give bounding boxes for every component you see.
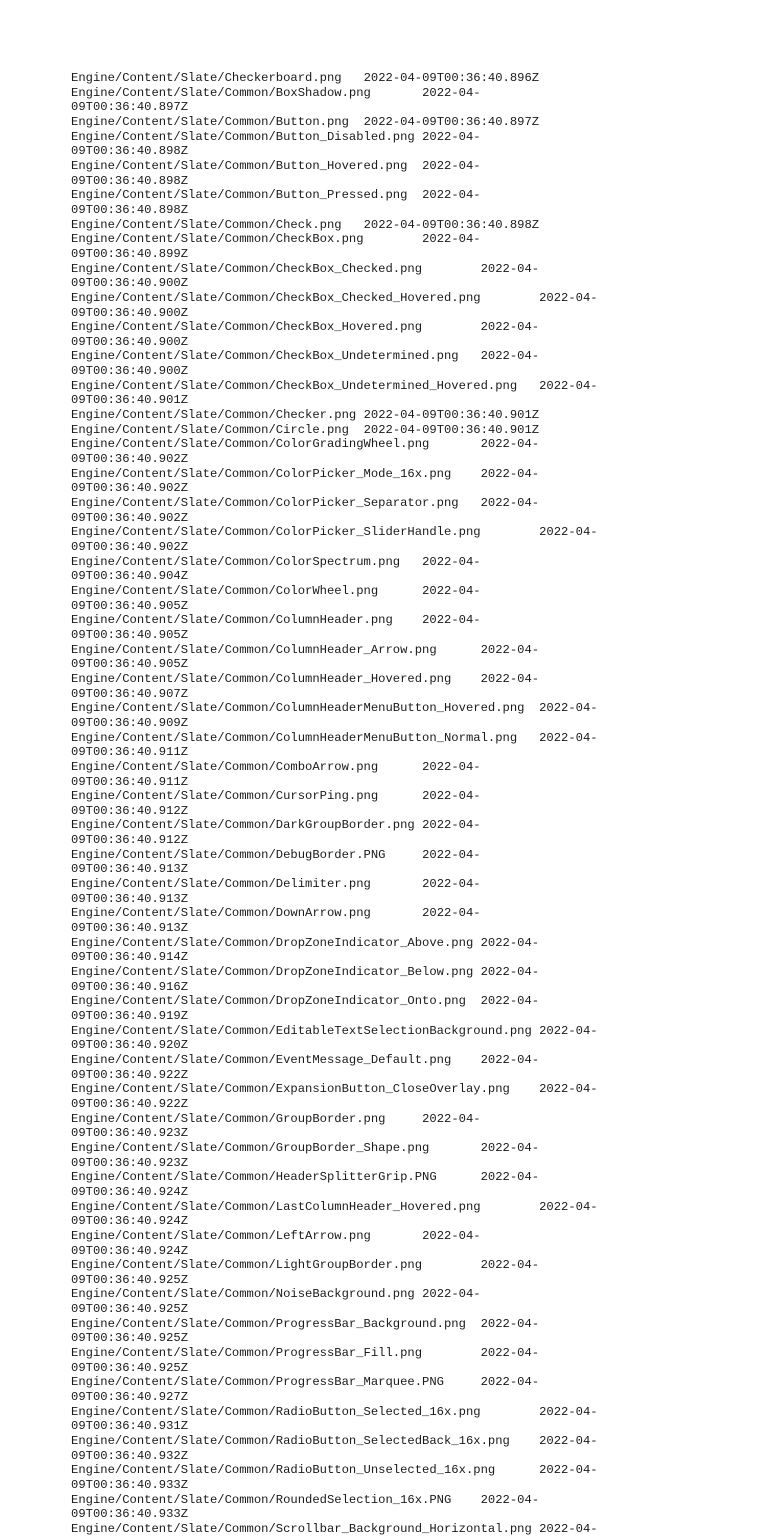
column-gap bbox=[342, 71, 364, 85]
timestamp: 2022-04- bbox=[539, 1521, 598, 1536]
list-item bbox=[71, 1317, 721, 1346]
file-path: Engine/Content/Slate/Common/DropZoneIndicator_Below.png bbox=[71, 965, 474, 980]
list-item bbox=[71, 555, 721, 584]
file-path: Engine/Content/Slate/Common/NoiseBackground.png bbox=[71, 1287, 415, 1302]
column-gap bbox=[400, 555, 422, 569]
file-path: Engine/Content/Slate/Common/DropZoneIndicator_Above.png bbox=[71, 935, 474, 950]
timestamp: 2022-04- 09T00:36:40.925Z bbox=[71, 1346, 540, 1375]
column-gap bbox=[517, 379, 539, 393]
column-gap bbox=[371, 86, 422, 100]
file-path: Engine/Content/Slate/Common/Button.png bbox=[71, 114, 349, 129]
column-gap bbox=[386, 1112, 423, 1126]
timestamp: 2022-04- 09T00:36:40.902Z bbox=[71, 466, 540, 496]
timestamp: 2022-04- 09T00:36:40.905Z bbox=[71, 613, 481, 642]
column-gap bbox=[342, 218, 364, 232]
timestamp: 2022-04- 09T00:36:40.924Z bbox=[71, 1170, 540, 1199]
column-gap bbox=[495, 1463, 539, 1477]
list-item bbox=[71, 1170, 721, 1199]
file-path: Engine/Content/Slate/Common/RadioButton_Unselected_16x.png bbox=[71, 1463, 496, 1478]
list-item bbox=[71, 965, 721, 994]
column-gap bbox=[386, 848, 423, 862]
list-item bbox=[71, 291, 721, 320]
file-path: Engine/Content/Slate/Common/DropZoneIndicator_Onto.png bbox=[71, 994, 466, 1009]
file-path: Engine/Content/Slate/Common/RadioButton_Selected_16x.png bbox=[71, 1404, 481, 1419]
timestamp: 2022-04- 09T00:36:40.919Z bbox=[71, 994, 540, 1023]
list-item bbox=[71, 1522, 721, 1537]
file-path: Engine/Content/Slate/Common/DownArrow.png bbox=[71, 906, 371, 921]
list-item bbox=[71, 789, 721, 818]
column-gap bbox=[481, 1405, 540, 1419]
timestamp: 2022-04- 09T00:36:40.932Z bbox=[71, 1434, 598, 1463]
column-gap bbox=[429, 1141, 480, 1155]
timestamp: 2022-04- 09T00:36:40.902Z bbox=[71, 437, 540, 467]
column-gap bbox=[415, 130, 422, 144]
timestamp: 2022-04- 09T00:36:40.922Z bbox=[71, 1052, 540, 1082]
list-item bbox=[71, 584, 721, 613]
timestamp: 2022-04- 09T00:36:40.933Z bbox=[71, 1492, 540, 1522]
timestamp: 2022-04- 09T00:36:40.901Z bbox=[71, 378, 598, 408]
file-path: Engine/Content/Slate/Common/ColorPicker_SliderHandle.png bbox=[71, 525, 481, 540]
file-path: Engine/Content/Slate/Common/CheckBox_Hovered.png bbox=[71, 320, 423, 335]
list-item bbox=[71, 86, 721, 115]
timestamp: 2022-04- 09T00:36:40.913Z bbox=[71, 877, 481, 906]
file-path: Engine/Content/Slate/Checkerboard.png bbox=[71, 71, 342, 85]
file-listing bbox=[71, 71, 721, 1537]
list-item bbox=[71, 848, 721, 877]
list-item bbox=[71, 262, 721, 291]
file-path: Engine/Content/Slate/Common/ProgressBar_Marquee.PNG bbox=[71, 1375, 444, 1390]
timestamp: 2022-04-09T00:36:40.898Z bbox=[363, 217, 540, 232]
list-item bbox=[71, 525, 721, 554]
column-gap bbox=[524, 701, 539, 715]
column-gap bbox=[481, 1200, 540, 1214]
file-path: Engine/Content/Slate/Common/ColorPicker_Separator.png bbox=[71, 496, 459, 511]
timestamp: 2022-04- 09T00:36:40.925Z bbox=[71, 1258, 540, 1287]
list-item bbox=[71, 349, 721, 378]
file-path: Engine/Content/Slate/Common/Circle.png bbox=[71, 422, 349, 437]
timestamp: 2022-04- 09T00:36:40.900Z bbox=[71, 290, 598, 320]
file-path: Engine/Content/Slate/Common/ColorPicker_Mode_16x.png bbox=[71, 466, 452, 481]
list-item bbox=[71, 1141, 721, 1170]
list-item bbox=[71, 1258, 721, 1287]
column-gap bbox=[481, 525, 540, 539]
timestamp: 2022-04-09T00:36:40.896Z bbox=[363, 71, 540, 85]
column-gap bbox=[459, 349, 481, 363]
column-gap bbox=[466, 994, 481, 1008]
column-gap bbox=[378, 760, 422, 774]
column-gap bbox=[371, 1229, 422, 1243]
file-path: Engine/Content/Slate/Common/EditableTextSelectionBackground.png bbox=[71, 1023, 532, 1038]
file-path: Engine/Content/Slate/Common/DebugBorder.PNG bbox=[71, 847, 386, 862]
list-item bbox=[71, 818, 721, 847]
file-path: Engine/Content/Slate/Common/ComboArrow.png bbox=[71, 759, 379, 774]
timestamp: 2022-04- 09T00:36:40.912Z bbox=[71, 789, 481, 818]
file-path: Engine/Content/Slate/Common/LightGroupBorder.png bbox=[71, 1258, 423, 1273]
timestamp: 2022-04- 09T00:36:40.898Z bbox=[71, 158, 481, 188]
list-item bbox=[71, 994, 721, 1023]
list-item bbox=[71, 731, 721, 760]
column-gap bbox=[422, 1346, 481, 1360]
file-path: Engine/Content/Slate/Common/CheckBox_Undetermined_Hovered.png bbox=[71, 378, 518, 393]
column-gap bbox=[371, 877, 422, 891]
file-path: Engine/Content/Slate/Common/GroupBorder.png bbox=[71, 1111, 386, 1126]
list-item bbox=[71, 701, 721, 730]
column-gap bbox=[378, 584, 422, 598]
timestamp: 2022-04- 09T00:36:40.899Z bbox=[71, 232, 481, 261]
column-gap bbox=[422, 320, 481, 334]
column-gap bbox=[437, 643, 481, 657]
timestamp: 2022-04- 09T00:36:40.909Z bbox=[71, 701, 598, 730]
file-path: Engine/Content/Slate/Common/GroupBorder_Shape.png bbox=[71, 1140, 430, 1155]
timestamp: 2022-04-09T00:36:40.897Z bbox=[363, 114, 540, 129]
file-path: Engine/Content/Slate/Common/Button_Pressed.png bbox=[71, 188, 408, 203]
file-path: Engine/Content/Slate/Common/CheckBox_Undetermined.png bbox=[71, 349, 459, 364]
list-item bbox=[71, 1082, 721, 1111]
column-gap bbox=[407, 159, 422, 173]
file-path: Engine/Content/Slate/Common/RadioButton_SelectedBack_16x.png bbox=[71, 1434, 510, 1449]
list-item bbox=[71, 672, 721, 701]
column-gap bbox=[451, 1053, 480, 1067]
file-path: Engine/Content/Slate/Common/ProgressBar_Fill.png bbox=[71, 1346, 423, 1361]
file-path: Engine/Content/Slate/Common/ProgressBar_Background.png bbox=[71, 1316, 466, 1331]
file-path: Engine/Content/Slate/Common/ColorSpectrum.png bbox=[71, 554, 401, 569]
file-path: Engine/Content/Slate/Common/CheckBox_Checked.png bbox=[71, 261, 423, 276]
list-item bbox=[71, 320, 721, 349]
file-path: Engine/Content/Slate/Common/CursorPing.png bbox=[71, 789, 379, 804]
timestamp: 2022-04-09T00:36:40.901Z bbox=[363, 422, 540, 437]
list-item bbox=[71, 1463, 721, 1492]
column-gap bbox=[349, 115, 364, 129]
list-item bbox=[71, 877, 721, 906]
list-item bbox=[71, 1229, 721, 1258]
timestamp: 2022-04- 09T00:36:40.911Z bbox=[71, 759, 481, 789]
column-gap bbox=[451, 672, 480, 686]
list-item bbox=[71, 408, 721, 423]
column-gap bbox=[510, 1434, 539, 1448]
column-gap bbox=[451, 1493, 480, 1507]
list-item bbox=[71, 643, 721, 672]
list-item bbox=[71, 1024, 721, 1053]
list-item bbox=[71, 437, 721, 466]
timestamp: 2022-04- 09T00:36:40.900Z bbox=[71, 261, 540, 291]
timestamp: 2022-04- 09T00:36:40.911Z bbox=[71, 730, 598, 760]
timestamp: 2022-04- 09T00:36:40.900Z bbox=[71, 349, 540, 379]
timestamp: 2022-04- 09T00:36:40.916Z bbox=[71, 965, 540, 994]
timestamp: 2022-04- 09T00:36:40.924Z bbox=[71, 1199, 598, 1229]
list-item bbox=[71, 613, 721, 642]
list-item bbox=[71, 1375, 721, 1404]
file-path: Engine/Content/Slate/Common/Check.png bbox=[71, 217, 342, 232]
list-item bbox=[71, 130, 721, 159]
timestamp: 2022-04- 09T00:36:40.923Z bbox=[71, 1111, 481, 1141]
timestamp: 2022-04- 09T00:36:40.922Z bbox=[71, 1082, 598, 1111]
file-path: Engine/Content/Slate/Common/ColumnHeader.png bbox=[71, 613, 393, 628]
column-gap bbox=[349, 423, 364, 437]
list-item bbox=[71, 760, 721, 789]
column-gap bbox=[364, 232, 423, 246]
column-gap bbox=[532, 1024, 539, 1038]
column-gap bbox=[378, 789, 422, 803]
file-path: Engine/Content/Slate/Common/Checker.png bbox=[71, 408, 357, 423]
list-item bbox=[71, 218, 721, 233]
list-item bbox=[71, 1200, 721, 1229]
column-gap bbox=[466, 1317, 481, 1331]
file-path: Engine/Content/Slate/Common/RoundedSelection_16x.PNG bbox=[71, 1492, 452, 1507]
file-path: Engine/Content/Slate/Common/Scrollbar_Background_Horizontal.png bbox=[71, 1521, 532, 1536]
column-gap bbox=[422, 262, 481, 276]
list-item bbox=[71, 1346, 721, 1375]
list-item bbox=[71, 936, 721, 965]
column-gap bbox=[481, 291, 540, 305]
file-path: Engine/Content/Slate/Common/EventMessage_Default.png bbox=[71, 1052, 452, 1067]
list-item bbox=[71, 1405, 721, 1434]
column-gap bbox=[510, 1082, 539, 1096]
list-item bbox=[71, 1112, 721, 1141]
timestamp: 2022-04- 09T00:36:40.914Z bbox=[71, 935, 540, 965]
column-gap bbox=[451, 467, 480, 481]
list-item bbox=[71, 1287, 721, 1316]
list-item bbox=[71, 71, 721, 86]
file-path: Engine/Content/Slate/Common/Button_Hovered.png bbox=[71, 158, 408, 173]
timestamp: 2022-04- 09T00:36:40.902Z bbox=[71, 525, 598, 554]
column-gap bbox=[459, 496, 481, 510]
timestamp: 2022-04- 09T00:36:40.905Z bbox=[71, 583, 481, 613]
column-gap bbox=[473, 936, 480, 950]
timestamp: 2022-04- 09T00:36:40.925Z bbox=[71, 1316, 540, 1346]
column-gap bbox=[444, 1375, 481, 1389]
timestamp: 2022-04- 09T00:36:40.925Z bbox=[71, 1287, 481, 1317]
list-item bbox=[71, 1053, 721, 1082]
file-path: Engine/Content/Slate/Common/ColumnHeader_Arrow.png bbox=[71, 642, 437, 657]
column-gap bbox=[532, 1522, 539, 1536]
timestamp: 2022-04- 09T00:36:40.897Z bbox=[71, 85, 481, 115]
file-path: Engine/Content/Slate/Common/LastColumnHeader_Hovered.png bbox=[71, 1199, 481, 1214]
timestamp: 2022-04- 09T00:36:40.924Z bbox=[71, 1228, 481, 1258]
timestamp: 2022-04- 09T00:36:40.900Z bbox=[71, 320, 540, 349]
timestamp: 2022-04- 09T00:36:40.913Z bbox=[71, 906, 481, 936]
timestamp: 2022-04- 09T00:36:40.902Z bbox=[71, 496, 540, 525]
file-path: Engine/Content/Slate/Common/ColumnHeader_Hovered.png bbox=[71, 671, 452, 686]
list-item bbox=[71, 423, 721, 438]
column-gap bbox=[356, 408, 363, 422]
list-item bbox=[71, 159, 721, 188]
file-path: Engine/Content/Slate/Common/Delimiter.png bbox=[71, 877, 371, 892]
timestamp: 2022-04- 09T00:36:40.907Z bbox=[71, 671, 540, 701]
list-item bbox=[71, 467, 721, 496]
file-path: Engine/Content/Slate/Common/LeftArrow.png bbox=[71, 1228, 371, 1243]
file-path: Engine/Content/Slate/Common/DarkGroupBorder.png bbox=[71, 818, 415, 833]
timestamp: 2022-04- 09T00:36:40.927Z bbox=[71, 1375, 540, 1405]
list-item bbox=[71, 188, 721, 217]
column-gap bbox=[473, 965, 480, 979]
column-gap bbox=[422, 1258, 481, 1272]
column-gap bbox=[415, 1287, 422, 1301]
file-path: Engine/Content/Slate/Common/ColumnHeaderMenuButton_Normal.png bbox=[71, 730, 518, 745]
file-path: Engine/Content/Slate/Common/Button_Disabled.png bbox=[71, 129, 415, 144]
list-item bbox=[71, 379, 721, 408]
column-gap bbox=[393, 613, 422, 627]
file-path: Engine/Content/Slate/Common/ColumnHeaderMenuButton_Hovered.png bbox=[71, 701, 525, 716]
column-gap bbox=[371, 906, 422, 920]
column-gap bbox=[429, 437, 480, 451]
list-item bbox=[71, 115, 721, 130]
timestamp: 2022-04- 09T00:36:40.923Z bbox=[71, 1140, 540, 1170]
timestamp: 2022-04- 09T00:36:40.931Z bbox=[71, 1404, 598, 1434]
list-item bbox=[71, 496, 721, 525]
timestamp: 2022-04- 09T00:36:40.933Z bbox=[71, 1463, 598, 1492]
file-path: Engine/Content/Slate/Common/CheckBox.png bbox=[71, 232, 364, 247]
list-item bbox=[71, 1493, 721, 1522]
timestamp: 2022-04- 09T00:36:40.905Z bbox=[71, 642, 540, 672]
timestamp: 2022-04-09T00:36:40.901Z bbox=[363, 408, 540, 423]
file-path: Engine/Content/Slate/Common/HeaderSplitterGrip.PNG bbox=[71, 1170, 437, 1185]
column-gap bbox=[437, 1170, 481, 1184]
column-gap bbox=[517, 731, 539, 745]
timestamp: 2022-04- 09T00:36:40.904Z bbox=[71, 554, 481, 584]
list-item bbox=[71, 1434, 721, 1463]
file-path: Engine/Content/Slate/Common/ExpansionButton_CloseOverlay.png bbox=[71, 1082, 510, 1097]
timestamp: 2022-04- 09T00:36:40.913Z bbox=[71, 847, 481, 877]
timestamp: 2022-04- 09T00:36:40.898Z bbox=[71, 188, 481, 217]
column-gap bbox=[407, 188, 422, 202]
list-item bbox=[71, 906, 721, 935]
file-path: Engine/Content/Slate/Common/CheckBox_Checked_Hovered.png bbox=[71, 290, 481, 305]
column-gap bbox=[415, 818, 422, 832]
file-path: Engine/Content/Slate/Common/BoxShadow.png bbox=[71, 85, 371, 100]
file-path: Engine/Content/Slate/Common/ColorGradingWheel.png bbox=[71, 437, 430, 452]
timestamp: 2022-04- 09T00:36:40.912Z bbox=[71, 818, 481, 848]
timestamp: 2022-04- 09T00:36:40.920Z bbox=[71, 1023, 598, 1053]
list-item bbox=[71, 232, 721, 261]
file-path: Engine/Content/Slate/Common/ColorWheel.png bbox=[71, 583, 379, 598]
timestamp: 2022-04- 09T00:36:40.898Z bbox=[71, 129, 481, 159]
